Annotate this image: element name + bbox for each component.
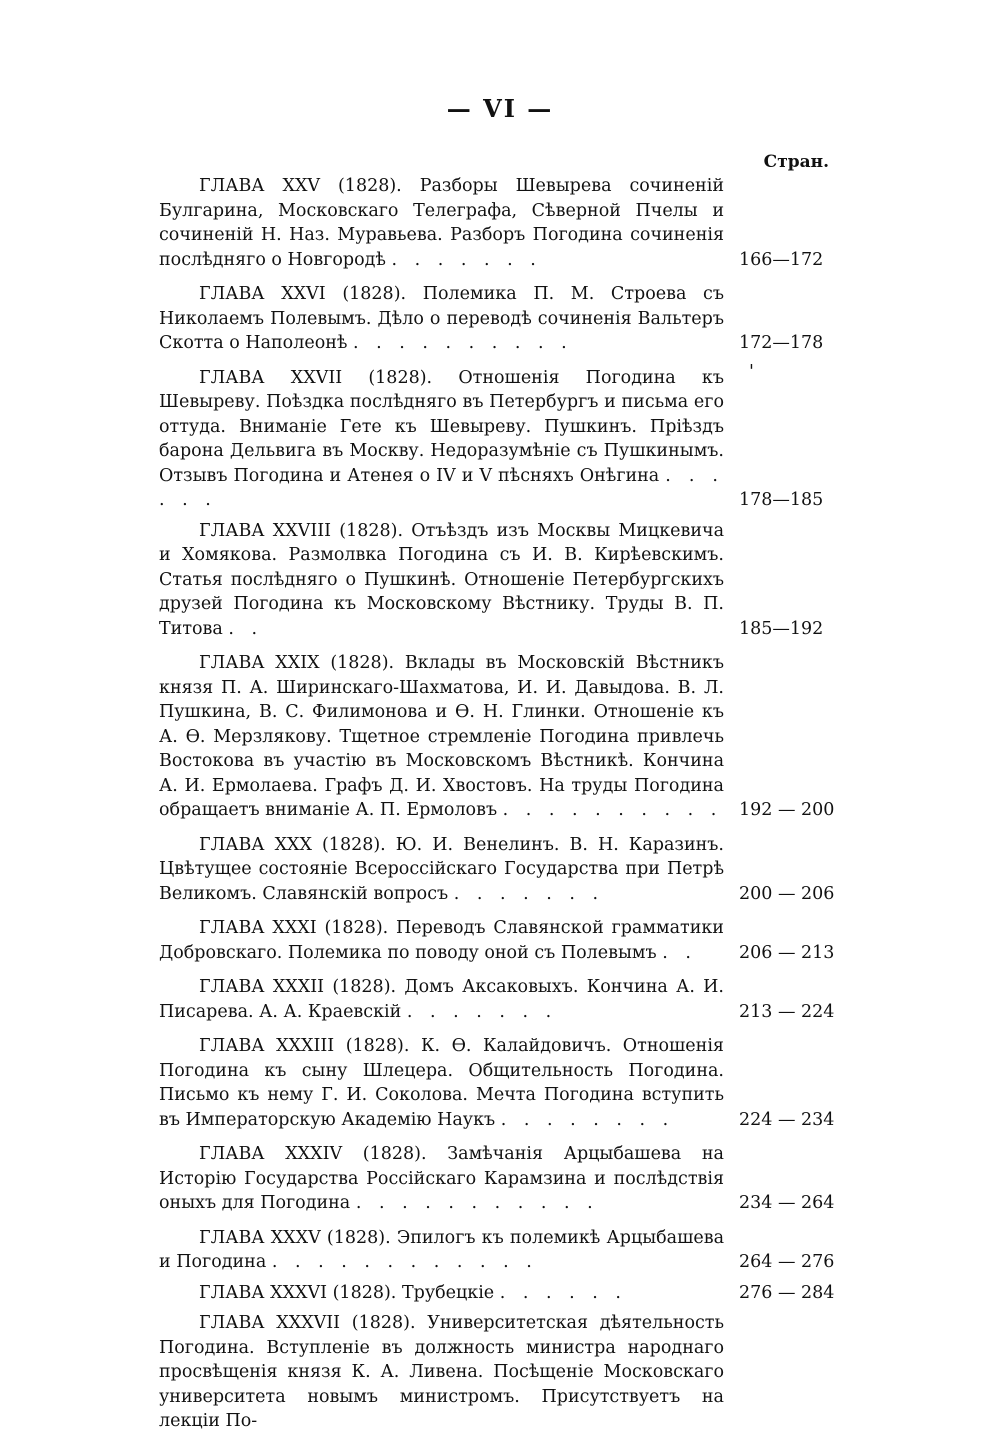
page-range: 200 — 206 — [739, 883, 835, 904]
toc-entry: ГЛАВА XXVI (1828). Полемика П. М. Строева съ Николаемъ Полевымъ. Дѣло о переводѣ сочиненія Вальтеръ Скотта о Наполеонѣ . . . . . . . . . . 172—178 — [159, 282, 849, 356]
chapter-heading: ГЛАВА XXIX (1828). — [199, 653, 395, 673]
toc-entry: ГЛАВА XXXVI (1828). Трубецкіе . . . . . . 276 — 284 — [159, 1281, 849, 1306]
toc-entry: ГЛАВА XXX (1828). Ю. И. Венелинъ. В. Н. Каразинъ. Цвѣтущее состояніе Всероссійскаго Государства при Петрѣ Великомъ. Славянскій вопросъ . . . . . . . 200 — 206 — [159, 833, 849, 907]
chapter-summary: Отношенія Погодина къ Шевыреву. Поѣздка послѣдняго въ Петербургъ и письма его оттуда. Вниманіе Гете къ Шевыреву. Пушкинъ. Пріѣздъ барона Дельвига въ Москву. Недоразумѣніе съ Пушкинымъ. Отзывъ Погодина и Атенея о IV и V пѣсняхъ Онѣгина — [159, 367, 724, 486]
toc-entry: ГЛАВА XXVIII (1828). Отъѣздъ изъ Москвы Мицкевича и Хомякова. Размолвка Погодина съ И. В. Кирѣевскимъ. Статья послѣдняго о Пушкинѣ. Отношеніе Петербургскихъ друзей Погодина къ Московскому Вѣстнику. Труды В. П. Титова . . 185—192 — [159, 519, 849, 642]
chapter-summary: Университетская дѣятельность Погодина. Вступленіе въ должность министра народнаго просвѣщенія князя К. А. Ливена. Посѣщеніе Московскаго университета новымъ министромъ. Присутствуетъ на лекціи По- — [159, 1313, 724, 1431]
chapter-heading: ГЛАВА XXXI (1828). — [199, 918, 389, 938]
toc-entry: ГЛАВА XXXV (1828). Эпилогъ къ полемикѣ Арцыбашева и Погодина . . . . . . . . . . . . 264 — 276 — [159, 1226, 849, 1275]
page-range: 166—172 — [739, 249, 824, 270]
chapter-summary: Замѣчанія Арцыбашева на Исторію Государства Россійскаго Карамзина и послѣдствія оныхъ для Погодина — [159, 1144, 724, 1213]
page-range: 264 — 276 — [739, 1252, 835, 1272]
chapter-summary: Ю. И. Венелинъ. В. Н. Каразинъ. Цвѣтущее состояніе Всероссійскаго Государства при Петрѣ Великомъ. Славянскій вопросъ — [159, 834, 724, 904]
page-range: 224 — 234 — [739, 1109, 835, 1130]
chapter-heading: ГЛАВА XXX (1828). — [199, 834, 386, 855]
chapter-summary: К. Ѳ. Калайдовичъ. Отношенія Погодина къ сыну Шлецера. Общительность Погодина. Письмо къ нему Г. И. Соколова. Мечта Погодина вступить въ Императорскую Академію Наукъ — [159, 1036, 724, 1130]
page-range: 234 — 264 — [739, 1193, 835, 1213]
chapter-heading: ГЛАВА XXVII (1828). — [199, 367, 433, 388]
page-range: 172—178 — [739, 333, 824, 353]
toc-entry: ГЛАВА XXXII (1828). Домъ Аксаковыхъ. Кончина А. И. Писарева. А. А. Краевскій . . . . . . . 213 — 224 — [159, 975, 849, 1024]
chapter-heading: ГЛАВА XXXVII (1828). — [199, 1313, 416, 1333]
chapter-summary: Полемика П. М. Строева съ Николаемъ Полевымъ. Дѣло о переводѣ сочиненія Вальтеръ Скотта о Наполеонѣ — [159, 284, 724, 353]
chapter-heading: ГЛАВА XXXIV (1828). — [199, 1144, 427, 1164]
toc-entry: ' ГЛАВА XXVII (1828). Отношенія Погодина къ Шевыреву. Поѣздка послѣдняго въ Петербургъ и письма его оттуда. Вниманіе Гете къ Шевыреву. Пушкинъ. Пріѣздъ барона Дельвига въ Москву. Недоразумѣніе съ Пушкинымъ. Отзывъ Погодина и Атенея о IV и V пѣсняхъ Онѣгина . . . . . . 178—185 — [159, 366, 849, 513]
page-range: 206 — 213 — [739, 942, 835, 963]
chapter-heading: ГЛАВА XXVIII (1828). — [199, 520, 404, 541]
chapter-heading: ГЛАВА XXXIII (1828). — [199, 1036, 410, 1056]
toc-entry: ГЛАВА XXXIV (1828). Замѣчанія Арцыбашева на Исторію Государства Россійскаго Карамзина и послѣдствія оныхъ для Погодина . . . . . . . . . . . 234 — 264 — [159, 1142, 849, 1216]
chapter-heading: ГЛАВА XXV (1828). — [199, 176, 402, 196]
toc-entry: ГЛАВА XXXIII (1828). К. Ѳ. Калайдовичъ. Отношенія Погодина къ сыну Шлецера. Общительность Погодина. Письмо къ нему Г. И. Соколова. Мечта Погодина вступить въ Императорскую Академію Наукъ . . . . . . . . 224 — 234 — [159, 1034, 849, 1132]
chapter-heading: ГЛАВА XXXII (1828). — [199, 977, 397, 997]
page-range: 192 — 200 — [739, 800, 835, 820]
page-range: 213 — 224 — [739, 1001, 835, 1022]
chapter-summary: Вклады въ Московскій Вѣстникъ князя П. А. Ширинскаго-Шахматова, И. И. Давыдова. В. Л. Пушкина, В. С. Филимонова и Ѳ. Н. Глинки. Отношеніе къ А. Ѳ. Мерзлякову. Тщетное стремленіе Погодина привлечь Востокова въ участію въ Московскомъ Вѣстникѣ. Кончина А. И. Ермолаева. Графъ Д. И. Хвостовъ. На труды Погодина обращаетъ вниманіе А. П. Ермоловъ — [159, 653, 724, 820]
chapter-summary: Разборы Шевырева сочиненій Булгарина, Московскаго Телеграфа, Сѣверной Пчелы и сочиненій Н. Наз. Муравьева. Разборъ Погодина сочиненія послѣдняго о Новгородѣ — [159, 176, 724, 270]
margin-mark: ' — [749, 360, 754, 382]
chapter-heading: ГЛАВА XXXVI (1828). — [199, 1282, 397, 1303]
toc-entry — [159, 1311, 849, 1434]
chapter-heading: ГЛАВА XXVI (1828). — [199, 284, 407, 304]
pages-column-label: Стран. — [763, 152, 829, 172]
page-range: 178—185 — [739, 490, 824, 510]
page-range: 276 — 284 — [739, 1282, 835, 1303]
chapter-summary: Переводъ Славянской грамматики Добровскаго. Полемика по поводу оной съ Полевымъ — [159, 918, 724, 963]
chapter-heading: ГЛАВА XXXV (1828). — [199, 1227, 391, 1248]
chapter-summary: Домъ Аксаковыхъ. Кончина А. И. Писарева. А. А. Краевскій — [159, 977, 724, 1022]
toc-entry: ГЛАВА XXXI (1828). Переводъ Славянской грамматики Добровскаго. Полемика по поводу оной съ Полевымъ . . 206 — 213 — [159, 916, 849, 965]
table-of-contents — [159, 174, 849, 1434]
chapter-summary: Эпилогъ къ полемикѣ Арцыбашева и Погодина — [159, 1227, 725, 1272]
page-number-header: — VI — — [446, 94, 554, 123]
toc-entry: ГЛАВА XXV (1828). Разборы Шевырева сочиненій Булгарина, Московскаго Телеграфа, Сѣверной Пчелы и сочиненій Н. Наз. Муравьева. Разборъ Погодина сочиненія послѣдняго о Новгородѣ . . . . . . . 166—172 — [159, 174, 849, 272]
chapter-summary: Отъѣздъ изъ Москвы Мицкевича и Хомякова. Размолвка Погодина съ И. В. Кирѣевскимъ. Статья послѣдняго о Пушкинѣ. Отношеніе Петербургскихъ друзей Погодина къ Московскому Вѣстнику. Труды В. П. Титова — [159, 520, 725, 639]
page-range: 185—192 — [739, 618, 824, 639]
toc-entry: ГЛАВА XXIX (1828). Вклады въ Московскій Вѣстникъ князя П. А. Ширинскаго-Шахматова, И. И. Давыдова. В. Л. Пушкина, В. С. Филимонова и Ѳ. Н. Глинки. Отношеніе къ А. Ѳ. Мерзлякову. Тщетное стремленіе Погодина привлечь Востокова въ участію въ Московскомъ Вѣстникѣ. Кончина А. И. Ермолаева. Графъ Д. И. Хвостовъ. На труды Погодина обращаетъ вниманіе А. П. Ермоловъ . . . . . . . . . . 192 — 200 — [159, 651, 849, 823]
chapter-summary: Трубецкіе — [401, 1282, 495, 1303]
